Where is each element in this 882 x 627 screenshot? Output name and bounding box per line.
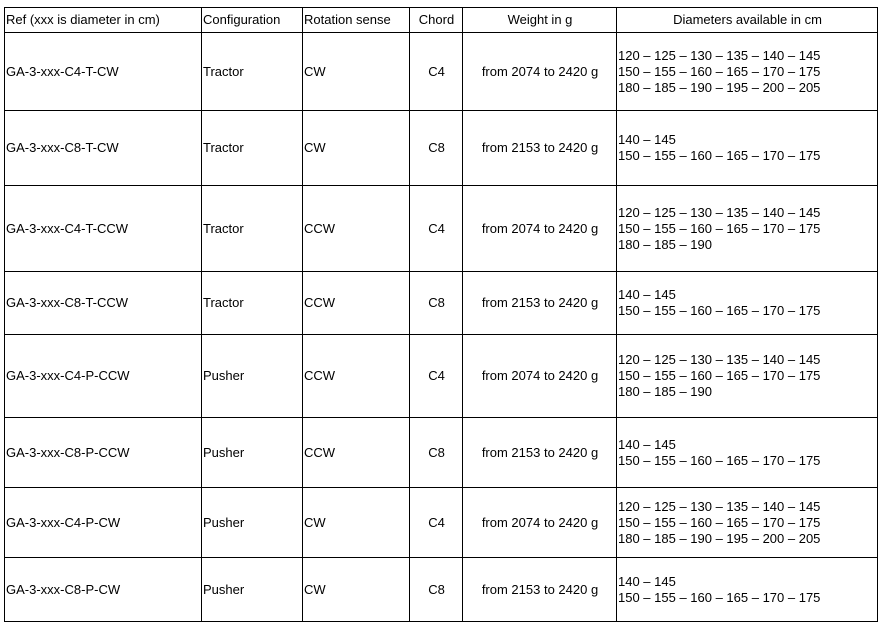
cell-weight: from 2074 to 2420 g bbox=[463, 488, 617, 558]
cell-weight: from 2153 to 2420 g bbox=[463, 111, 617, 186]
header-ref: Ref (xxx is diameter in cm) bbox=[5, 8, 202, 33]
diameter-line: 150 – 155 – 160 – 165 – 170 – 175 bbox=[618, 220, 821, 236]
diameter-line: 150 – 155 – 160 – 165 – 170 – 175 bbox=[618, 63, 821, 79]
diameter-line: 140 – 145 bbox=[618, 436, 676, 452]
cell-chord: C4 bbox=[410, 335, 463, 418]
cell-ref: GA-3-xxx-C8-T-CCW bbox=[5, 272, 202, 335]
table-row bbox=[5, 558, 878, 622]
diameter-line: 120 – 125 – 130 – 135 – 140 – 145 bbox=[618, 47, 821, 63]
cell-chord: C4 bbox=[410, 186, 463, 272]
table-row bbox=[5, 186, 878, 272]
cell-rotation: CW bbox=[303, 488, 410, 558]
propeller-spec-table bbox=[4, 7, 878, 622]
header-chord: Chord bbox=[410, 8, 463, 33]
cell-weight: from 2074 to 2420 g bbox=[463, 335, 617, 418]
cell-configuration: Pusher bbox=[202, 418, 303, 488]
diameter-line: 180 – 185 – 190 – 195 – 200 – 205 bbox=[618, 530, 821, 546]
cell-diameters bbox=[617, 558, 878, 622]
cell-configuration: Tractor bbox=[202, 186, 303, 272]
diameter-line: 180 – 185 – 190 bbox=[618, 236, 712, 252]
header-diameters: Diameters available in cm bbox=[617, 8, 878, 33]
diameter-line: 140 – 145 bbox=[618, 573, 676, 589]
cell-chord: C8 bbox=[410, 558, 463, 622]
diameter-line: 140 – 145 bbox=[618, 132, 676, 147]
cell-diameters bbox=[617, 33, 878, 111]
cell-diameters bbox=[617, 186, 878, 272]
table-row bbox=[5, 335, 878, 418]
cell-configuration: Pusher bbox=[202, 488, 303, 558]
cell-ref: GA-3-xxx-C8-P-CW bbox=[5, 558, 202, 622]
cell-chord: C8 bbox=[410, 111, 463, 186]
diameter-line: 120 – 125 – 130 – 135 – 140 – 145 bbox=[618, 352, 821, 367]
cell-configuration: Tractor bbox=[202, 272, 303, 335]
diameter-line: 150 – 155 – 160 – 165 – 170 – 175 bbox=[618, 514, 821, 530]
table-row bbox=[5, 488, 878, 558]
diameter-line: 120 – 125 – 130 – 135 – 140 – 145 bbox=[618, 498, 821, 514]
cell-chord: C4 bbox=[410, 33, 463, 111]
diameter-line: 150 – 155 – 160 – 165 – 170 – 175 bbox=[618, 589, 821, 605]
cell-rotation: CW bbox=[303, 33, 410, 111]
cell-diameters bbox=[617, 418, 878, 488]
cell-diameters bbox=[617, 488, 878, 558]
cell-configuration: Pusher bbox=[202, 558, 303, 622]
diameter-line: 150 – 155 – 160 – 165 – 170 – 175 bbox=[618, 368, 821, 383]
table-row bbox=[5, 272, 878, 335]
header-weight: Weight in g bbox=[463, 8, 617, 33]
cell-chord: C8 bbox=[410, 272, 463, 335]
diameter-line: 140 – 145 bbox=[618, 287, 676, 302]
cell-weight: from 2074 to 2420 g bbox=[463, 186, 617, 272]
table-row bbox=[5, 418, 878, 488]
diameter-line: 180 – 185 – 190 bbox=[618, 384, 712, 399]
diameter-line: 150 – 155 – 160 – 165 – 170 – 175 bbox=[618, 452, 821, 468]
cell-rotation: CW bbox=[303, 111, 410, 186]
cell-weight: from 2153 to 2420 g bbox=[463, 272, 617, 335]
cell-ref: GA-3-xxx-C4-T-CCW bbox=[5, 186, 202, 272]
cell-rotation: CCW bbox=[303, 418, 410, 488]
cell-ref: GA-3-xxx-C8-P-CCW bbox=[5, 418, 202, 488]
cell-weight: from 2153 to 2420 g bbox=[463, 418, 617, 488]
cell-configuration: Tractor bbox=[202, 111, 303, 186]
table-row bbox=[5, 111, 878, 186]
cell-chord: C8 bbox=[410, 418, 463, 488]
cell-rotation: CW bbox=[303, 558, 410, 622]
cell-weight: from 2074 to 2420 g bbox=[463, 33, 617, 111]
cell-rotation: CCW bbox=[303, 272, 410, 335]
cell-ref: GA-3-xxx-C4-T-CW bbox=[5, 33, 202, 111]
cell-diameters bbox=[617, 272, 878, 335]
diameter-line: 120 – 125 – 130 – 135 – 140 – 145 bbox=[618, 204, 821, 220]
table-header-row bbox=[5, 8, 878, 33]
cell-diameters bbox=[617, 111, 878, 186]
header-configuration: Configuration bbox=[202, 8, 303, 33]
cell-diameters bbox=[617, 335, 878, 418]
cell-rotation: CCW bbox=[303, 335, 410, 418]
cell-chord: C4 bbox=[410, 488, 463, 558]
cell-ref: GA-3-xxx-C4-P-CCW bbox=[5, 335, 202, 418]
cell-weight: from 2153 to 2420 g bbox=[463, 558, 617, 622]
cell-ref: GA-3-xxx-C8-T-CW bbox=[5, 111, 202, 186]
cell-ref: GA-3-xxx-C4-P-CW bbox=[5, 488, 202, 558]
cell-configuration: Pusher bbox=[202, 335, 303, 418]
cell-configuration: Tractor bbox=[202, 33, 303, 111]
cell-rotation: CCW bbox=[303, 186, 410, 272]
header-rotation-sense: Rotation sense bbox=[303, 8, 410, 33]
diameter-line: 180 – 185 – 190 – 195 – 200 – 205 bbox=[618, 79, 821, 95]
table-row bbox=[5, 33, 878, 111]
diameter-line: 150 – 155 – 160 – 165 – 170 – 175 bbox=[618, 303, 821, 318]
diameter-line: 150 – 155 – 160 – 165 – 170 – 175 bbox=[618, 148, 821, 163]
